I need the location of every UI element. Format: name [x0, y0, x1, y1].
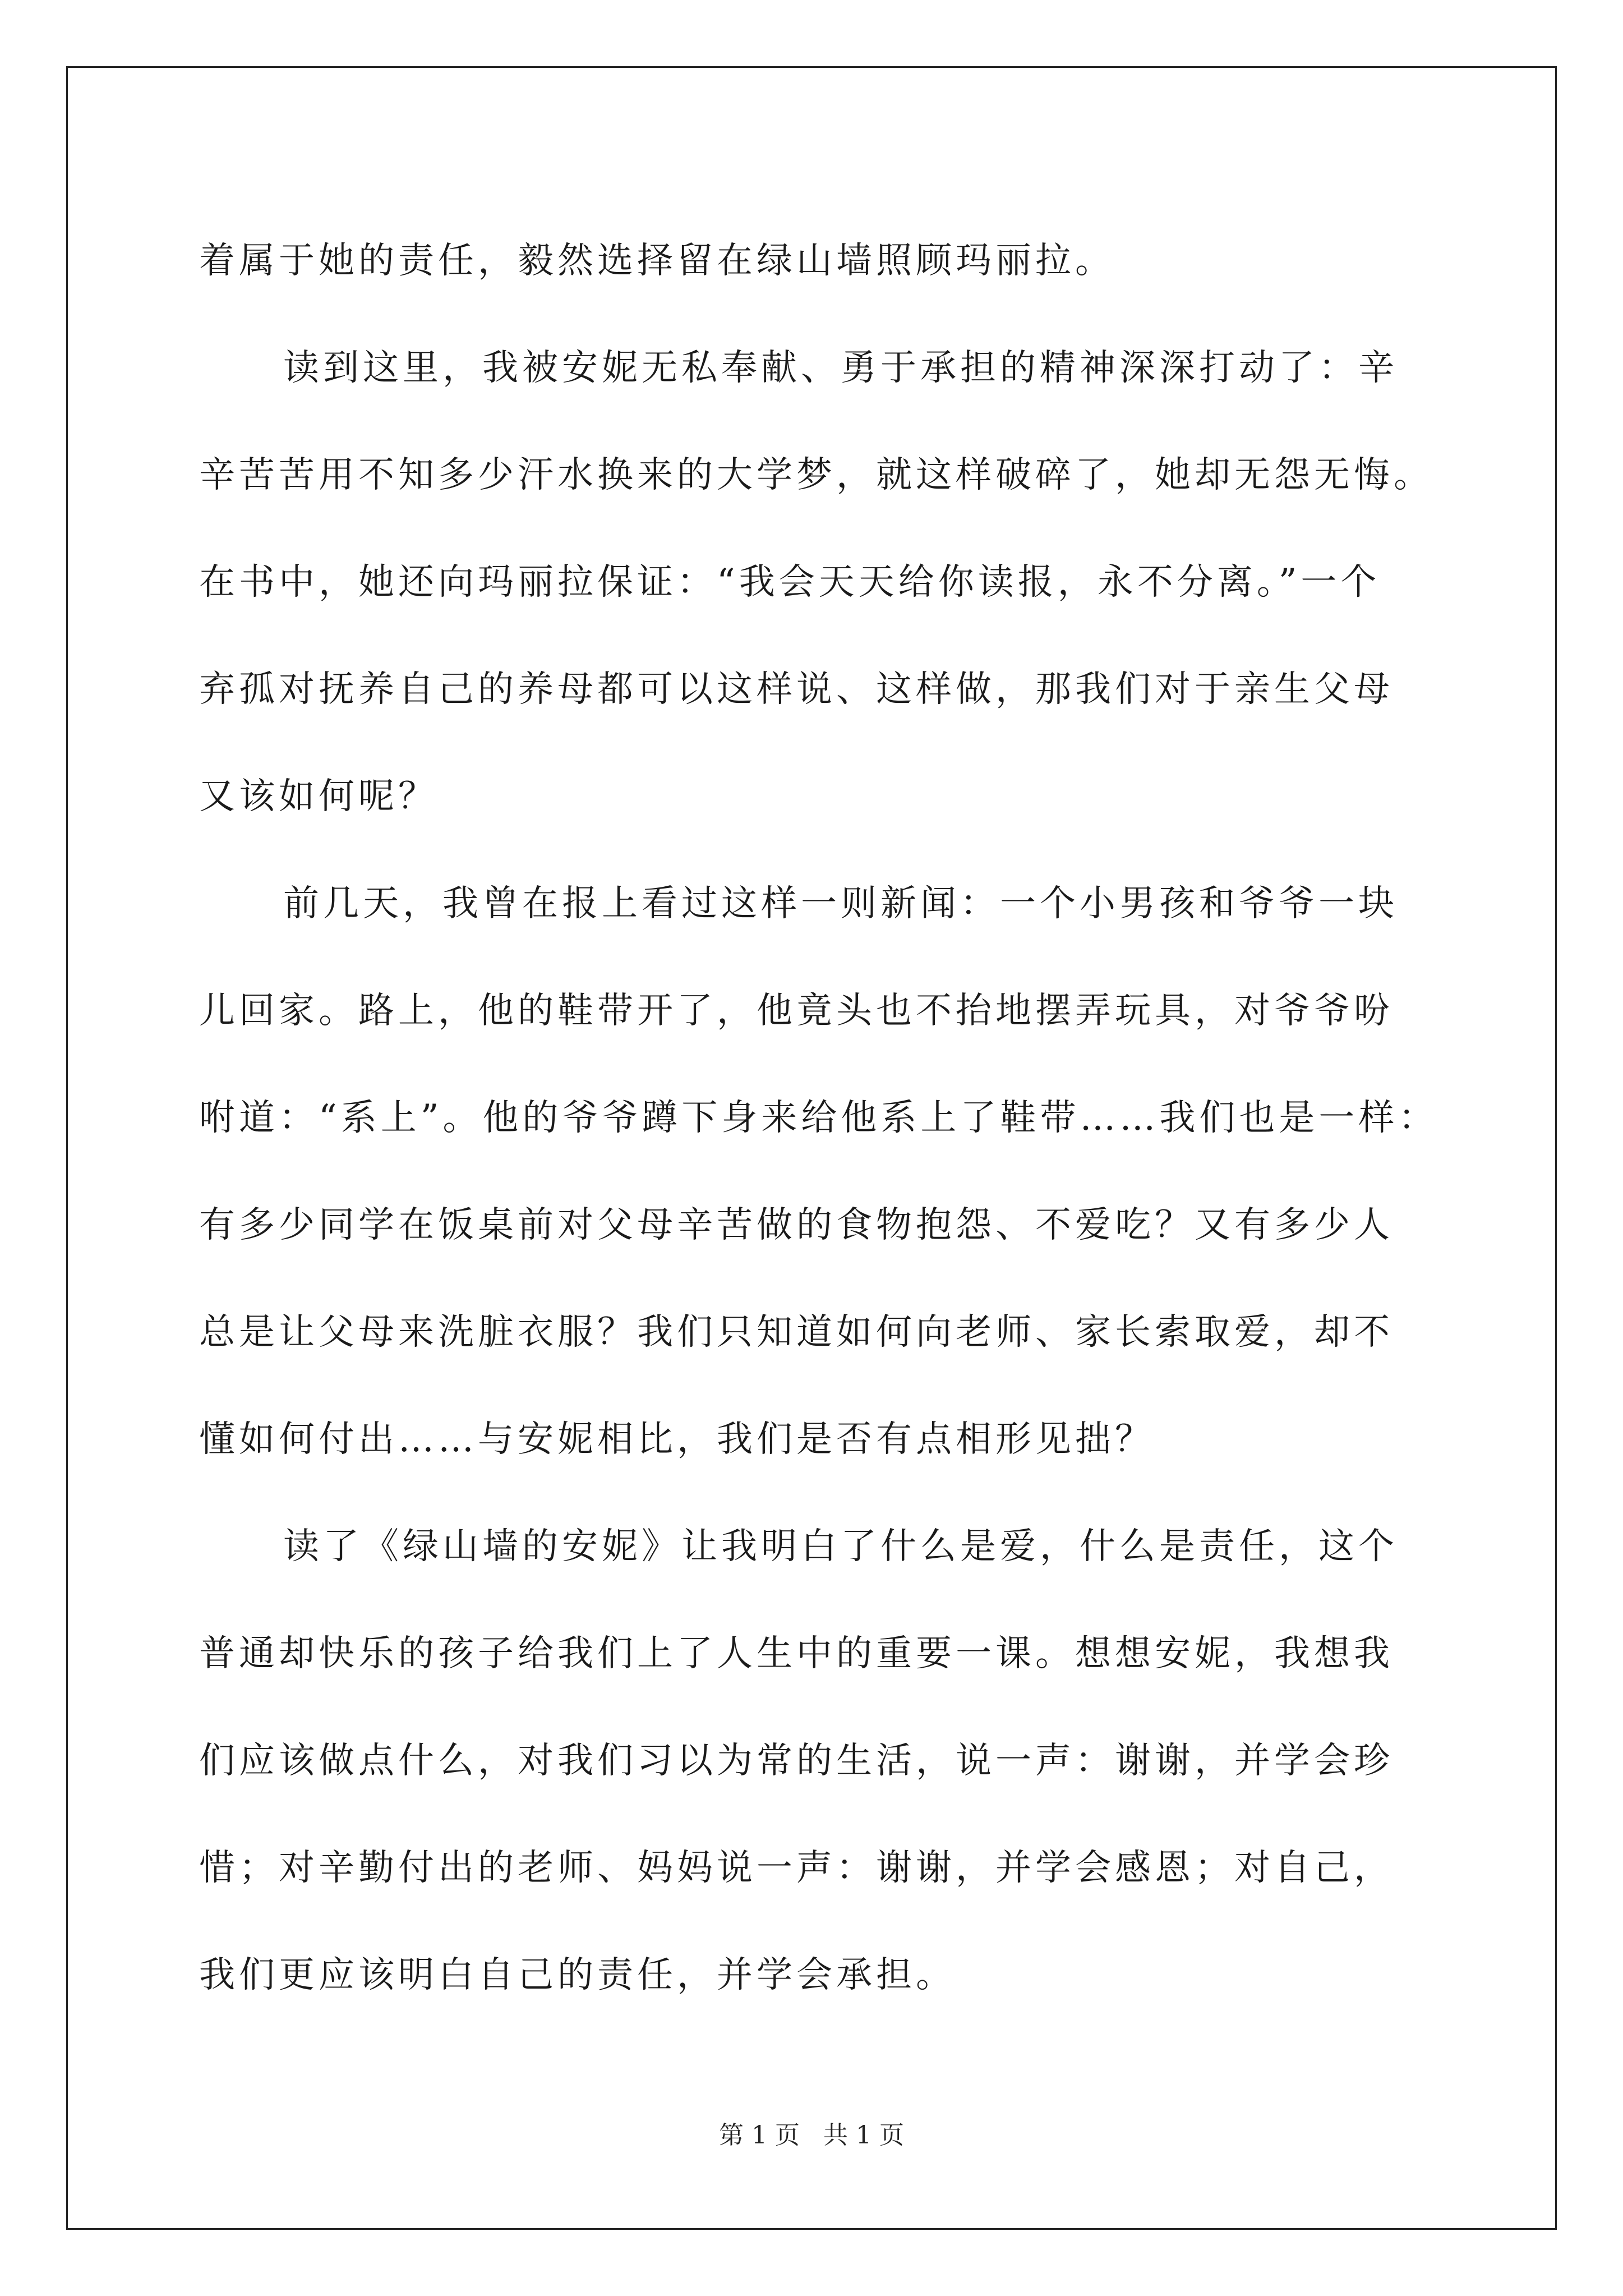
text-line: 我们更应该明白自己的责任，并学会承担。	[199, 1954, 956, 1996]
document-body	[199, 208, 1506, 2029]
text-line: 有多少同学在饭桌前对父母辛苦做的食物抱怨、不爱吃？又有多少人	[199, 1204, 1394, 1246]
text-line: 普通却快乐的孩子给我们上了人生中的重要一课。想想安妮，我想我	[199, 1633, 1394, 1674]
text-line: 又该如何呢？	[199, 776, 438, 817]
paragraph-3	[199, 850, 1506, 1493]
text-line: 着属于她的责任，毅然选择留在绿山墙照顾玛丽拉。	[199, 240, 1115, 282]
text-line: 咐道：“系上”。他的爷爷蹲下身来给他系上了鞋带……我们也是一样：	[199, 1097, 1438, 1139]
text-line: 儿回家。路上，他的鞋带开了，他竟头也不抬地摆弄玩具，对爷爷吩	[199, 990, 1394, 1032]
text-line: 弃孤对抚养自己的养母都可以这样说、这样做，那我们对于亲生父母	[199, 669, 1394, 710]
text-line: 懂如何付出……与安妮相比，我们是否有点相形见拙？	[199, 1419, 1155, 1460]
text-line: 前几天，我曾在报上看过这样一则新闻：一个小男孩和爷爷一块	[283, 883, 1398, 924]
text-line: 读到这里，我被安妮无私奉献、勇于承担的精神深深打动了：辛	[283, 347, 1398, 389]
text-line: 总是让父母来洗脏衣服？我们只知道如何向老师、家长索取爱，却不	[199, 1312, 1394, 1353]
text-line: 读了《绿山墙的安妮》让我明白了什么是爱，什么是责任，这个	[283, 1526, 1398, 1567]
paragraph-2	[199, 315, 1506, 850]
page-footer	[0, 2115, 1623, 2151]
page-total: 共 1 页	[823, 2121, 904, 2150]
page-number: 第 1 页	[719, 2121, 800, 2150]
text-line: 们应该做点什么，对我们习以为常的生活，说一声：谢谢，并学会珍	[199, 1740, 1394, 1782]
text-line: 惜；对辛勤付出的老师、妈妈说一声：谢谢，并学会感恩；对自己，	[199, 1847, 1394, 1889]
text-line: 辛苦苦用不知多少汗水换来的大学梦，就这样破碎了，她却无怨无悔。	[199, 454, 1433, 496]
paragraph-4	[199, 1493, 1506, 2029]
paragraph-1	[199, 208, 1506, 315]
text-line: 在书中，她还向玛丽拉保证：“我会天天给你读报，永不分离。”一个	[199, 562, 1381, 603]
